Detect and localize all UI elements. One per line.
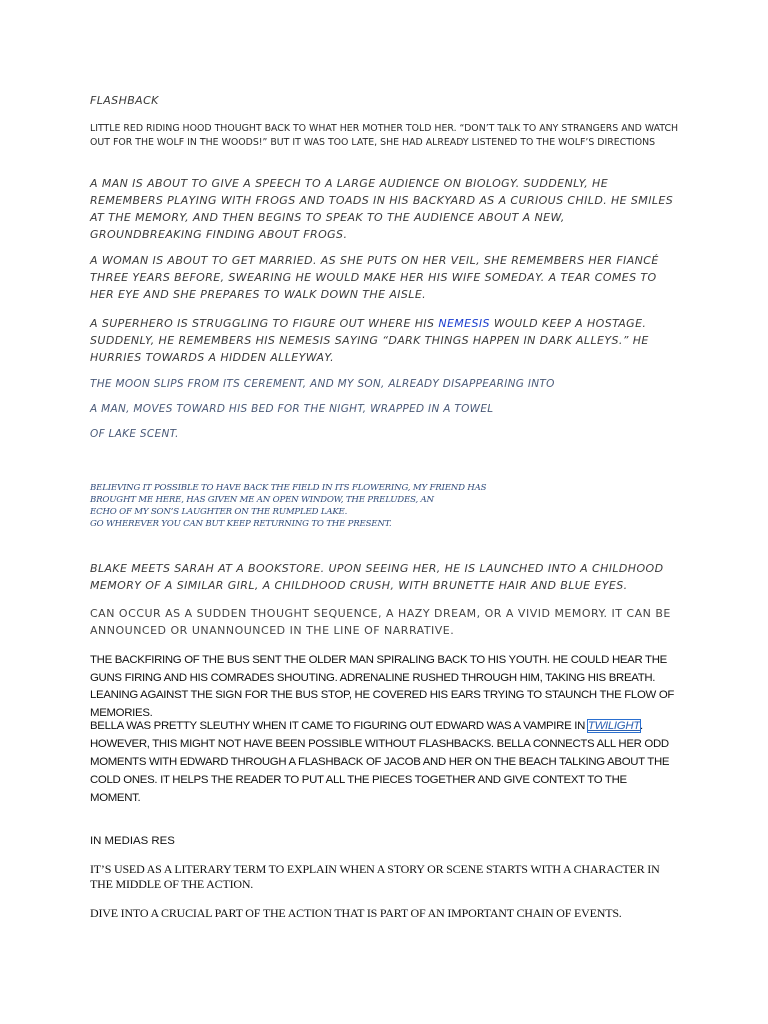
paragraph-dive-into: DIVE INTO A CRUCIAL PART OF THE ACTION THAT IS PART OF AN IMPORTANT CHAIN OF EVENTS.: [90, 906, 622, 920]
paragraph-bella: [90, 717, 680, 807]
poem2-line-1: BELIEVING IT POSSIBLE TO HAVE BACK THE FIELD IN ITS FLOWERING, MY FRIEND HAS: [90, 483, 487, 493]
bella-text-after: . HOWEVER, THIS MIGHT NOT HAVE BEEN POSSIBLE WITHOUT FLASHBACKS. BELLA CONNECTS ALL HER ODD MOMENTS WITH EDWARD THROUGH A FLASHBACK OF JACOB AND HER ON THE BEACH TALKING ABOUT THE COLD ONES. IT HELPS THE READER TO PUT ALL THE PIECES TOGETHER AND GIVE CONTEXT TO THE MOMENT.: [90, 720, 670, 804]
poem1-line-3: OF LAKE SCENT.: [90, 428, 179, 440]
superhero-text-before: A SUPERHERO IS STRUGGLING TO FIGURE OUT WHERE HIS: [90, 317, 439, 330]
poem2-line-4: GO WHEREVER YOU CAN BUT KEEP RETURNING TO THE PRESENT.: [90, 519, 392, 529]
twilight-link[interactable]: TWILIGHT: [587, 720, 640, 732]
paragraph-wedding: A WOMAN IS ABOUT TO GET MARRIED. AS SHE PUTS ON HER VEIL, SHE REMEMBERS HER FIANCÉ THREE YEARS BEFORE, SWEARING HE WOULD MAKE HER HIS WIFE SOMEDAY. A TEAR COMES TO HER EYE AND SHE PREPARES TO WALK DOWN THE AISLE.: [90, 254, 659, 301]
paragraph-superhero: [90, 315, 670, 366]
paragraph-can-occur: CAN OCCUR AS A SUDDEN THOUGHT SEQUENCE, A HAZY DREAM, OR A VIVID MEMORY. IT CAN BE ANNOUNCED OR UNANNOUNCED IN THE LINE OF NARRATIVE.: [90, 607, 671, 637]
paragraph-red-riding-hood: LITTLE RED RIDING HOOD THOUGHT BACK TO WHAT HER MOTHER TOLD HER. “DON’T TALK TO ANY STRANGERS AND WATCH OUT FOR THE WOLF IN THE WOODS!” BUT IT WAS TOO LATE, SHE HAD ALREADY LISTENED TO THE WOLF’S DIRECTIONS: [90, 123, 679, 148]
paragraph-literary-term: IT’S USED AS A LITERARY TERM TO EXPLAIN WHEN A STORY OR SCENE STARTS WITH A CHARACTER IN THE MIDDLE OF THE ACTION.: [90, 862, 660, 891]
nemesis-link[interactable]: NEMESIS: [438, 317, 490, 330]
heading-in-medias-res: IN MEDIAS RES: [90, 835, 175, 847]
poem1-line-2: A MAN, MOVES TOWARD HIS BED FOR THE NIGHT, WRAPPED IN A TOWEL: [90, 403, 494, 415]
superhero-text-after: WOULD KEEP A HOSTAGE. SUDDENLY, HE REMEMBERS HIS NEMESIS SAYING “DARK THINGS HAPPEN IN DARK ALLEYS.” HE HURRIES TOWARDS A HIDDEN ALLEYWAY.: [90, 317, 649, 364]
paragraph-speech: A MAN IS ABOUT TO GIVE A SPEECH TO A LARGE AUDIENCE ON BIOLOGY. SUDDENLY, HE REMEMBERS PLAYING WITH FROGS AND TOADS IN HIS BACKYARD AS A CURIOUS CHILD. HE SMILES AT THE MEMORY, AND THEN BEGINS TO SPEAK TO THE AUDIENCE ABOUT A NEW, GROUNDBREAKING FINDING ABOUT FROGS.: [90, 177, 674, 241]
poem2-line-2: BROUGHT ME HERE, HAS GIVEN ME AN OPEN WINDOW, THE PRELUDES, AN: [90, 495, 434, 505]
heading-flashback: FLASHBACK: [90, 94, 159, 107]
poem2-line-3: ECHO OF MY SON’S LAUGHTER ON THE RUMPLED LAKE.: [90, 507, 348, 517]
bella-text-before: BELLA WAS PRETTY SLEUTHY WHEN IT CAME TO FIGURING OUT EDWARD WAS A VAMPIRE IN: [90, 720, 588, 732]
poem1-line-1: THE MOON SLIPS FROM ITS CEREMENT, AND MY SON, ALREADY DISAPPEARING INTO: [90, 378, 555, 390]
paragraph-blake: BLAKE MEETS SARAH AT A BOOKSTORE. UPON SEEING HER, HE IS LAUNCHED INTO A CHILDHOOD MEMORY OF A SIMILAR GIRL, A CHILDHOOD CRUSH, WITH BRUNETTE HAIR AND BLUE EYES.: [90, 562, 664, 592]
paragraph-bus: THE BACKFIRING OF THE BUS SENT THE OLDER MAN SPIRALING BACK TO HIS YOUTH. HE COULD HEAR THE GUNS FIRING AND HIS COMRADES SHOUTING. ADRENALINE RUSHED THROUGH HIM, TAKING HIS BREATH. LEANING AGAINST THE SIGN FOR THE BUS STOP, HE COVERED HIS EARS TRYING TO STAUNCH THE FLOW OF MEMORIES.: [90, 654, 675, 719]
